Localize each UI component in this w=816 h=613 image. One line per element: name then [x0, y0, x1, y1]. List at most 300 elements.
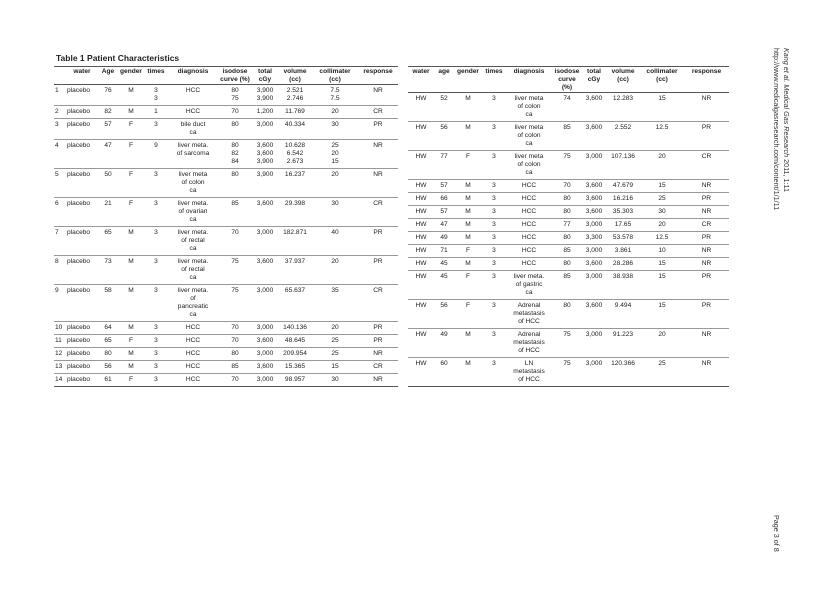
left-cell: 3,000 [252, 348, 278, 361]
left-cell: M [118, 256, 144, 285]
left-cell: F [118, 335, 144, 348]
right-cell: 25 [640, 193, 684, 206]
table-row [54, 348, 398, 361]
right-cell: M [454, 329, 482, 358]
left-cell: HCC [168, 85, 218, 106]
right-cell: 30 [640, 206, 684, 219]
left-cell: bile duct ca [168, 119, 218, 140]
right-cell: 3,600 [582, 258, 606, 271]
right-cell: PR [684, 122, 729, 151]
right-cell: 45 [434, 258, 454, 271]
left-cell: 9 [54, 285, 66, 322]
right-cell: HW [408, 300, 434, 329]
left-cell: 70 [218, 106, 252, 119]
left-cell: F [118, 140, 144, 169]
right-cell: 91.223 [606, 329, 640, 358]
table-row [54, 85, 398, 106]
left-cell: 3,600 [252, 256, 278, 285]
table-row [408, 358, 729, 387]
left-cell: liver meta. of rectal ca [168, 256, 218, 285]
left-cell: placebo [66, 256, 98, 285]
left-cell: liver meta. of pancreatic ca [168, 285, 218, 322]
left-cell: HCC [168, 106, 218, 119]
right-cell: F [454, 151, 482, 180]
right-cell: 80 [552, 232, 582, 245]
right-cell: M [454, 358, 482, 387]
left-cell: 20 [312, 106, 358, 119]
right-cell: HCC [506, 245, 552, 258]
right-cell: 3,000 [582, 219, 606, 232]
left-cell: M [118, 361, 144, 374]
left-cell: M [118, 322, 144, 335]
right-cell: 3,600 [582, 122, 606, 151]
journal-url: http://www.medicalgasresearch.com/content/1/1/11 [772, 48, 781, 211]
right-cell: HW [408, 258, 434, 271]
right-cell: 85 [552, 271, 582, 300]
left-cell: F [118, 198, 144, 227]
right-cell: 3,600 [582, 300, 606, 329]
right-cell: 35.303 [606, 206, 640, 219]
right-cell: 12.283 [606, 93, 640, 122]
left-cell: 3 [144, 119, 168, 140]
right-cell: 80 [552, 206, 582, 219]
table-row [54, 256, 398, 285]
left-cell: 25 [312, 335, 358, 348]
right-cell: 3,600 [582, 180, 606, 193]
right-cell: HW [408, 271, 434, 300]
left-cell: 3,000 [252, 227, 278, 256]
left-cell: 82 [98, 106, 118, 119]
left-cell: NR [358, 348, 398, 361]
left-cell: NR [358, 374, 398, 387]
right-cell: 3 [482, 180, 506, 193]
left-cell: 48.645 [278, 335, 312, 348]
right-cell: 3,000 [582, 271, 606, 300]
right-cell: HCC [506, 232, 552, 245]
right-cell: 9.494 [606, 300, 640, 329]
left-cell: HCC [168, 322, 218, 335]
left-cell: 10.628 6.542 2.673 [278, 140, 312, 169]
right-cell: HCC [506, 180, 552, 193]
table-row [408, 206, 729, 219]
left-cell: 3,600 [252, 198, 278, 227]
left-cell: 56 [98, 361, 118, 374]
right-header-0: water [408, 67, 434, 93]
left-cell: placebo [66, 322, 98, 335]
right-cell: 15 [640, 271, 684, 300]
left-cell: 3 [144, 361, 168, 374]
right-cell: NR [684, 329, 729, 358]
right-cell: 107.136 [606, 151, 640, 180]
left-table-body [54, 85, 398, 387]
table-row [408, 180, 729, 193]
left-cell: 3 [144, 227, 168, 256]
left-cell: CR [358, 198, 398, 227]
right-cell: 56 [434, 122, 454, 151]
right-cell: NR [684, 358, 729, 387]
left-cell: 2.521 2.746 [278, 85, 312, 106]
right-cell: M [454, 180, 482, 193]
left-cell: 65 [98, 227, 118, 256]
left-cell: 20 [312, 322, 358, 335]
right-cell: HW [408, 206, 434, 219]
right-cell: 52 [434, 93, 454, 122]
left-cell: 11 [54, 335, 66, 348]
left-cell: M [118, 285, 144, 322]
table-row [54, 198, 398, 227]
left-cell: PR [358, 322, 398, 335]
right-cell: 3 [482, 122, 506, 151]
right-cell: HW [408, 93, 434, 122]
left-header-4: times [144, 67, 168, 85]
right-header-1: age [434, 67, 454, 93]
right-cell: 12.5 [640, 122, 684, 151]
right-cell: HW [408, 232, 434, 245]
left-cell: 2 [54, 106, 66, 119]
right-cell: Adrenal metastasis of HCC [506, 300, 552, 329]
left-cell: PR [358, 335, 398, 348]
right-cell: 3,000 [582, 358, 606, 387]
right-header-3: times [482, 67, 506, 93]
right-cell: NR [684, 180, 729, 193]
left-cell: 6 [54, 198, 66, 227]
right-cell: 74 [552, 93, 582, 122]
left-cell: 57 [98, 119, 118, 140]
left-cell: 70 [218, 227, 252, 256]
right-cell: HW [408, 329, 434, 358]
table-row [408, 300, 729, 329]
left-cell: 21 [98, 198, 118, 227]
left-cell: 16.237 [278, 169, 312, 198]
right-cell: 56 [434, 300, 454, 329]
right-cell: 75 [552, 151, 582, 180]
right-cell: liver meta. of gastric ca [506, 271, 552, 300]
left-cell: 3,900 [252, 169, 278, 198]
right-header-8: collimater (cc) [640, 67, 684, 93]
right-cell: LN metastasis of HCC [506, 358, 552, 387]
left-cell: 3,000 [252, 322, 278, 335]
left-cell: liver meta. of ovarian ca [168, 198, 218, 227]
journal-citation [771, 48, 791, 210]
left-cell: 7.5 7.5 [312, 85, 358, 106]
left-cell: 29.398 [278, 198, 312, 227]
left-cell: 1 [144, 106, 168, 119]
right-cell: 75 [552, 329, 582, 358]
left-cell: 3,000 [252, 119, 278, 140]
left-cell: 3,900 3,900 [252, 85, 278, 106]
right-cell: Adrenal metastasis of HCC [506, 329, 552, 358]
right-cell: 3 [482, 206, 506, 219]
right-cell: 66 [434, 193, 454, 206]
right-cell: HW [408, 180, 434, 193]
right-cell: NR [684, 206, 729, 219]
left-cell: 80 [218, 348, 252, 361]
left-cell: 15 [312, 361, 358, 374]
right-cell: 3 [482, 358, 506, 387]
left-cell: placebo [66, 348, 98, 361]
left-cell: 73 [98, 256, 118, 285]
right-cell: PR [684, 232, 729, 245]
right-cell: HCC [506, 258, 552, 271]
right-cell: liver meta of colon ca [506, 93, 552, 122]
left-cell: 35 [312, 285, 358, 322]
left-cell: 25 [312, 348, 358, 361]
left-header-6: isodose curve (%) [218, 67, 252, 85]
table-row [54, 361, 398, 374]
left-cell: 3 [144, 374, 168, 387]
right-cell: 25 [640, 358, 684, 387]
right-cell: 49 [434, 232, 454, 245]
right-cell: 85 [552, 245, 582, 258]
left-cell: HCC [168, 374, 218, 387]
page-number: Page 3 of 8 [772, 515, 781, 552]
table-row [54, 169, 398, 198]
right-cell: 28.286 [606, 258, 640, 271]
left-cell: PR [358, 119, 398, 140]
left-header-0 [54, 67, 66, 85]
table-row [54, 335, 398, 348]
table-row [408, 122, 729, 151]
left-cell: CR [358, 361, 398, 374]
right-cell: 3,000 [582, 151, 606, 180]
left-cell: 10 [54, 322, 66, 335]
right-cell: HW [408, 151, 434, 180]
right-cell: 49 [434, 329, 454, 358]
left-cell: 61 [98, 374, 118, 387]
right-cell: 47.679 [606, 180, 640, 193]
left-cell: 15.365 [278, 361, 312, 374]
right-header-6: total cGy [582, 67, 606, 93]
right-cell: 3 [482, 258, 506, 271]
right-cell: 3 [482, 232, 506, 245]
left-cell: 7 [54, 227, 66, 256]
table-row [408, 219, 729, 232]
right-cell: 71 [434, 245, 454, 258]
right-header-4: diagnosis [506, 67, 552, 93]
right-cell: 2.552 [606, 122, 640, 151]
right-cell: liver meta of colon ca [506, 122, 552, 151]
left-cell: 40 [312, 227, 358, 256]
right-cell: HW [408, 193, 434, 206]
left-cell: 3,600 [252, 335, 278, 348]
right-cell: HW [408, 122, 434, 151]
patient-table-left [54, 66, 398, 387]
left-cell: liver meta. of sarcoma [168, 140, 218, 169]
left-header-9: collimater (cc) [312, 67, 358, 85]
right-cell: 57 [434, 180, 454, 193]
right-cell: 15 [640, 300, 684, 329]
left-cell: 140.136 [278, 322, 312, 335]
left-cell: 4 [54, 140, 66, 169]
left-header-2: Age [98, 67, 118, 85]
left-cell: 8 [54, 256, 66, 285]
right-cell: 3 [482, 219, 506, 232]
right-cell: 20 [640, 329, 684, 358]
left-cell: 75 [218, 285, 252, 322]
right-cell: 47 [434, 219, 454, 232]
right-cell: M [454, 258, 482, 271]
left-cell: 64 [98, 322, 118, 335]
left-cell: placebo [66, 361, 98, 374]
table-row [54, 285, 398, 322]
right-cell: 3,600 [582, 193, 606, 206]
journal-volume: 2011, 1:11 [782, 157, 791, 192]
right-cell: 15 [640, 258, 684, 271]
left-cell: 3,000 [252, 285, 278, 322]
left-header-7: total cGy [252, 67, 278, 85]
right-cell: liver meta of colon ca [506, 151, 552, 180]
table-title: Table 1 Patient Characteristics [56, 53, 180, 63]
left-cell: 58 [98, 285, 118, 322]
right-cell: 85 [552, 122, 582, 151]
left-cell: 3 [144, 198, 168, 227]
right-cell: 80 [552, 300, 582, 329]
right-cell: 3,600 [582, 93, 606, 122]
left-header-row [54, 67, 398, 85]
table-row [54, 140, 398, 169]
right-cell: 3 [482, 151, 506, 180]
left-header-1: water [66, 67, 98, 85]
left-cell: 209.954 [278, 348, 312, 361]
right-cell: HCC [506, 193, 552, 206]
left-cell: HCC [168, 348, 218, 361]
right-cell: 60 [434, 358, 454, 387]
right-cell: 15 [640, 180, 684, 193]
right-cell: 120.366 [606, 358, 640, 387]
left-header-10: response [358, 67, 398, 85]
table-row [408, 193, 729, 206]
left-cell: placebo [66, 227, 98, 256]
right-cell: 3.861 [606, 245, 640, 258]
left-cell: 12 [54, 348, 66, 361]
right-cell: 3,300 [582, 232, 606, 245]
left-cell: 37.937 [278, 256, 312, 285]
right-cell: M [454, 219, 482, 232]
left-cell: M [118, 348, 144, 361]
table-row [54, 119, 398, 140]
table-row [54, 374, 398, 387]
left-cell: placebo [66, 285, 98, 322]
left-cell: PR [358, 227, 398, 256]
left-cell: placebo [66, 374, 98, 387]
right-cell: 38.938 [606, 271, 640, 300]
right-header-5: isodose curve (%) [552, 67, 582, 93]
left-cell: F [118, 169, 144, 198]
right-cell: HW [408, 358, 434, 387]
left-cell: NR [358, 140, 398, 169]
table-row [408, 93, 729, 122]
left-cell: 25 20 15 [312, 140, 358, 169]
left-cell: 9 [144, 140, 168, 169]
right-cell: F [454, 300, 482, 329]
right-cell: PR [684, 300, 729, 329]
right-cell: HCC [506, 219, 552, 232]
left-cell: 3 3 [144, 85, 168, 106]
right-cell: M [454, 193, 482, 206]
left-cell: 47 [98, 140, 118, 169]
left-cell: placebo [66, 169, 98, 198]
left-cell: 50 [98, 169, 118, 198]
right-cell: 3,600 [582, 206, 606, 219]
table-row [54, 322, 398, 335]
left-cell: 70 [218, 322, 252, 335]
left-cell: 40.334 [278, 119, 312, 140]
right-cell: 3 [482, 93, 506, 122]
left-cell: 20 [312, 169, 358, 198]
left-cell: 3 [144, 169, 168, 198]
left-cell: 98.957 [278, 374, 312, 387]
right-cell: NR [684, 258, 729, 271]
right-cell: CR [684, 151, 729, 180]
left-cell: 3 [144, 335, 168, 348]
table-row [408, 245, 729, 258]
table-row [408, 232, 729, 245]
left-cell: 3,000 [252, 374, 278, 387]
left-cell: 11.769 [278, 106, 312, 119]
right-cell: 12.5 [640, 232, 684, 245]
table-row [54, 106, 398, 119]
right-cell: 80 [552, 193, 582, 206]
left-cell: 5 [54, 169, 66, 198]
patient-table-right [408, 66, 729, 387]
right-header-9: response [684, 67, 729, 93]
left-cell: 65 [98, 335, 118, 348]
left-cell: 3 [144, 285, 168, 322]
right-cell: HW [408, 245, 434, 258]
left-cell: 80 [218, 119, 252, 140]
left-cell: 70 [218, 374, 252, 387]
left-cell: 182.871 [278, 227, 312, 256]
left-header-8: volume (cc) [278, 67, 312, 85]
right-cell: PR [684, 271, 729, 300]
right-cell: 80 [552, 258, 582, 271]
left-cell: 65.637 [278, 285, 312, 322]
right-cell: 3 [482, 193, 506, 206]
right-cell: 15 [640, 93, 684, 122]
right-cell: M [454, 122, 482, 151]
right-cell: 77 [434, 151, 454, 180]
table-row [54, 227, 398, 256]
table-row [408, 151, 729, 180]
table-row [408, 258, 729, 271]
right-cell: 77 [552, 219, 582, 232]
left-cell: 85 [218, 198, 252, 227]
left-cell: 80 82 84 [218, 140, 252, 169]
right-cell: 17.65 [606, 219, 640, 232]
left-cell: liver meta. of rectal ca [168, 227, 218, 256]
right-cell: F [454, 271, 482, 300]
left-cell: 3,600 [252, 361, 278, 374]
right-cell: 3,000 [582, 245, 606, 258]
left-cell: 80 [98, 348, 118, 361]
left-cell: 3,600 3,600 3,900 [252, 140, 278, 169]
right-cell: 3 [482, 300, 506, 329]
right-cell: 20 [640, 151, 684, 180]
left-cell: CR [358, 285, 398, 322]
left-cell: 20 [312, 256, 358, 285]
right-cell: 3 [482, 245, 506, 258]
left-cell: placebo [66, 85, 98, 106]
table-row [408, 329, 729, 358]
left-cell: M [118, 227, 144, 256]
right-header-7: volume (cc) [606, 67, 640, 93]
right-cell: HW [408, 219, 434, 232]
right-cell: F [454, 245, 482, 258]
right-cell: 20 [640, 219, 684, 232]
right-cell: 16.216 [606, 193, 640, 206]
right-cell: M [454, 206, 482, 219]
right-cell: 57 [434, 206, 454, 219]
